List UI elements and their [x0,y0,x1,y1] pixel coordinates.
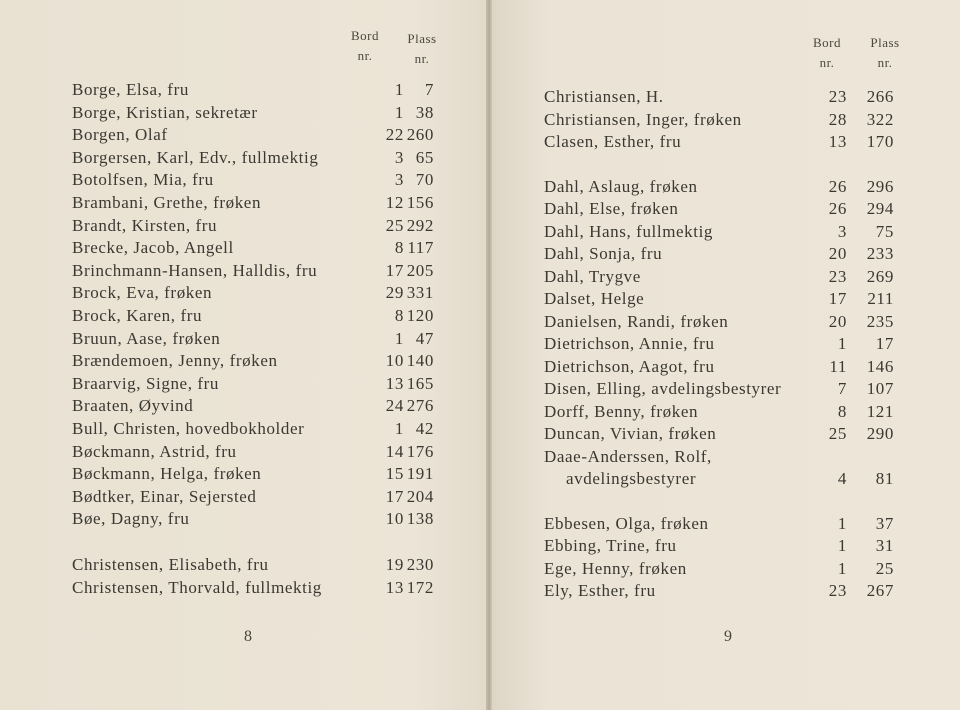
guest-name: Brinchmann-Hansen, Halldis, fru [72,260,318,280]
table-number: 1 [394,102,404,122]
guest-row [544,221,916,243]
guest-row [72,395,442,417]
guest-row [544,288,916,310]
plass-column-header [863,33,907,73]
guest-row [72,486,442,508]
seat-number: 276 [406,396,434,416]
guest-name: Daae-Anderssen, Rolf, [544,446,712,466]
table-number: 29 [385,283,404,303]
guest-name: Borge, Elsa, fru [72,80,189,99]
table-number: 28 [828,109,847,129]
seat-number: 120 [406,306,434,325]
seat-number: 47 [415,328,434,348]
table-number: 20 [828,311,847,331]
guest-name: Bruun, Aase, frøken [72,328,221,348]
table-number: 17 [385,260,404,280]
guest-name: Ebbing, Trine, fru [544,536,677,555]
guest-row [72,463,442,485]
seat-number: 107 [866,379,894,398]
guest-name: Bødtker, Einar, Sejersted [72,486,257,506]
seat-number: 117 [407,238,434,258]
guest-row [544,109,916,131]
guest-row [544,356,916,378]
table-number: 23 [828,87,847,106]
guest-name: Dahl, Sonja, fru [544,244,663,263]
table-number: 1 [837,513,847,533]
guest-name: Ebbesen, Olga, frøken [544,513,709,533]
plass-header-label: Plass [870,35,900,50]
guest-row [72,373,442,395]
bord-header-sub: nr. [357,48,373,63]
seat-number: 65 [415,147,434,167]
guest-name: Dahl, Aslaug, frøken [544,176,698,196]
table-number: 1 [837,334,847,353]
table-number: 3 [837,221,847,241]
plass-column-header [400,29,444,69]
seat-number: 269 [866,266,894,286]
guest-name: Bøckmann, Helga, frøken [72,464,262,484]
seat-number: 37 [875,513,894,533]
seat-number: 294 [866,199,894,218]
guest-name: Brock, Karen, fru [72,306,203,325]
table-number: 19 [385,555,404,574]
seat-number: 296 [866,176,894,196]
guest-name: Brændemoen, Jenny, frøken [72,351,278,371]
table-number: 1 [837,536,847,555]
guest-name: Dalset, Helge [544,289,645,308]
guest-name: Botolfsen, Mia, fru [72,170,214,190]
table-number: 23 [828,266,847,286]
guest-name: Dahl, Hans, fullmektig [544,221,714,241]
seat-number: 140 [406,351,434,371]
table-number: 13 [828,132,847,151]
table-number: 8 [394,238,404,258]
guest-row [544,513,916,535]
table-number: 11 [829,356,847,376]
guest-row [72,215,442,237]
guest-row [544,446,916,468]
table-number: 26 [828,176,847,196]
table-number: 10 [385,509,404,529]
plass-header-sub: nr. [877,55,893,70]
table-number: 7 [837,379,847,398]
table-number: 17 [828,289,847,308]
guest-name: Christiansen, Inger, frøken [544,109,742,129]
table-number: 1 [394,80,404,99]
guest-name: Brambani, Grethe, frøken [72,193,262,212]
guest-name: Bøe, Dagny, fru [72,509,190,529]
guest-row [72,237,442,259]
right-page [492,0,960,710]
guest-row [72,328,442,350]
seat-number: 38 [415,102,434,122]
guest-name: Brock, Eva, frøken [72,283,213,303]
seat-number: 70 [415,170,434,190]
guest-name: Dorff, Benny, frøken [544,401,699,421]
guest-row [72,102,442,124]
guest-name: Brecke, Jacob, Angell [72,238,234,258]
seat-number: 7 [424,80,434,99]
guest-row [72,577,442,599]
guest-row [544,535,916,557]
guest-name: Dahl, Trygve [544,266,641,286]
bord-header-sub: nr. [819,55,835,70]
table-number: 26 [828,199,847,218]
seat-number: 204 [406,486,434,506]
guest-row [72,282,442,304]
table-number: 14 [385,441,404,461]
seat-number: 172 [406,577,434,597]
table-number: 1 [837,558,847,578]
table-number: 15 [385,464,404,484]
seat-number: 290 [866,424,894,443]
seat-number: 121 [866,401,894,421]
guest-row [544,176,916,198]
seat-number: 191 [406,464,434,484]
guest-row [544,558,916,580]
seat-number: 235 [866,311,894,331]
seat-number: 165 [406,373,434,393]
seat-number: 170 [866,132,894,151]
guest-name: Christiansen, H. [544,87,664,106]
bord-column-header [805,33,849,73]
guest-row [544,580,916,602]
table-number: 8 [837,401,847,421]
guest-row [544,378,916,400]
guest-name: Brandt, Kirsten, fru [72,215,218,235]
guest-name: Ely, Esther, fru [544,581,656,600]
seat-number: 146 [866,356,894,376]
guest-row [544,131,916,153]
guest-name: Disen, Elling, avdelingsbestyrer [544,379,782,398]
bord-header-label: Bord [813,35,841,50]
seat-number: 292 [406,215,434,235]
seat-number: 331 [406,283,434,303]
guest-row [544,423,916,445]
guest-row [72,554,442,576]
guest-row [72,508,442,530]
guest-name: Bull, Christen, hovedbokholder [72,419,305,438]
seat-number: 75 [875,221,894,241]
guest-row [544,311,916,333]
table-number: 1 [394,328,404,348]
seat-number: 205 [406,260,434,280]
guest-row [72,418,442,440]
seat-number: 267 [866,581,894,600]
guest-row [544,86,916,108]
table-number: 25 [828,424,847,443]
guest-name: Bøckmann, Astrid, fru [72,441,237,461]
guest-name: Clasen, Esther, fru [544,132,682,151]
plass-header-label: Plass [407,31,437,46]
guest-row [72,441,442,463]
guest-row [72,124,442,146]
guest-name: Borge, Kristian, sekretær [72,102,258,122]
guest-row [72,192,442,214]
table-number: 4 [837,469,847,488]
guest-name: Christensen, Thorvald, fullmektig [72,577,322,597]
seat-number: 81 [875,469,894,488]
guest-row [72,260,442,282]
table-number: 13 [385,577,404,597]
table-number: 17 [385,486,404,506]
seat-number: 260 [406,125,434,145]
table-number: 25 [385,215,404,235]
guest-row [544,401,916,423]
guest-name: Braarvig, Signe, fru [72,373,220,393]
guest-row [544,266,916,288]
guest-row [72,350,442,372]
table-number: 12 [385,193,404,212]
guest-name: Borgen, Olaf [72,125,168,145]
table-number: 3 [394,170,404,190]
seat-number: 138 [406,509,434,529]
table-number: 10 [385,351,404,371]
table-number: 20 [828,244,847,263]
table-number: 13 [385,373,404,393]
guest-row [544,468,916,490]
seat-number: 31 [875,536,894,555]
table-number: 24 [385,396,404,416]
guest-name: Ege, Henny, frøken [544,558,687,578]
seat-number: 322 [866,109,894,129]
guest-row [544,198,916,220]
table-number: 23 [828,581,847,600]
guest-name: Dietrichson, Aagot, fru [544,356,715,376]
guest-name: Danielsen, Randi, frøken [544,311,729,331]
guest-name: Braaten, Øyvind [72,396,194,416]
seat-number: 17 [875,334,894,353]
bord-header-label: Bord [351,28,379,43]
guest-name: avdelingsbestyrer [566,469,697,488]
page-number: 8 [244,628,252,645]
table-number: 22 [385,125,404,145]
guest-name: Borgersen, Karl, Edv., fullmektig [72,147,319,167]
guest-row [544,333,916,355]
guest-row [72,79,442,101]
bord-column-header [343,26,387,66]
seat-number: 211 [867,289,894,308]
table-number: 8 [394,306,404,325]
guest-row [72,169,442,191]
table-number: 1 [394,419,404,438]
guest-name: Duncan, Vivian, frøken [544,424,717,443]
table-number: 3 [394,147,404,167]
seat-number: 230 [406,555,434,574]
seat-number: 233 [866,244,894,263]
guest-row [544,243,916,265]
seat-number: 25 [875,558,894,578]
seat-number: 176 [406,441,434,461]
seat-number: 266 [866,87,894,106]
guest-row [72,305,442,327]
page-number: 9 [724,628,732,645]
seat-number: 156 [406,193,434,212]
guest-name: Dietrichson, Annie, fru [544,334,715,353]
guest-row [72,147,442,169]
guest-name: Christensen, Elisabeth, fru [72,555,269,574]
plass-header-sub: nr. [414,51,430,66]
seat-number: 42 [415,419,434,438]
guest-name: Dahl, Else, frøken [544,199,679,218]
